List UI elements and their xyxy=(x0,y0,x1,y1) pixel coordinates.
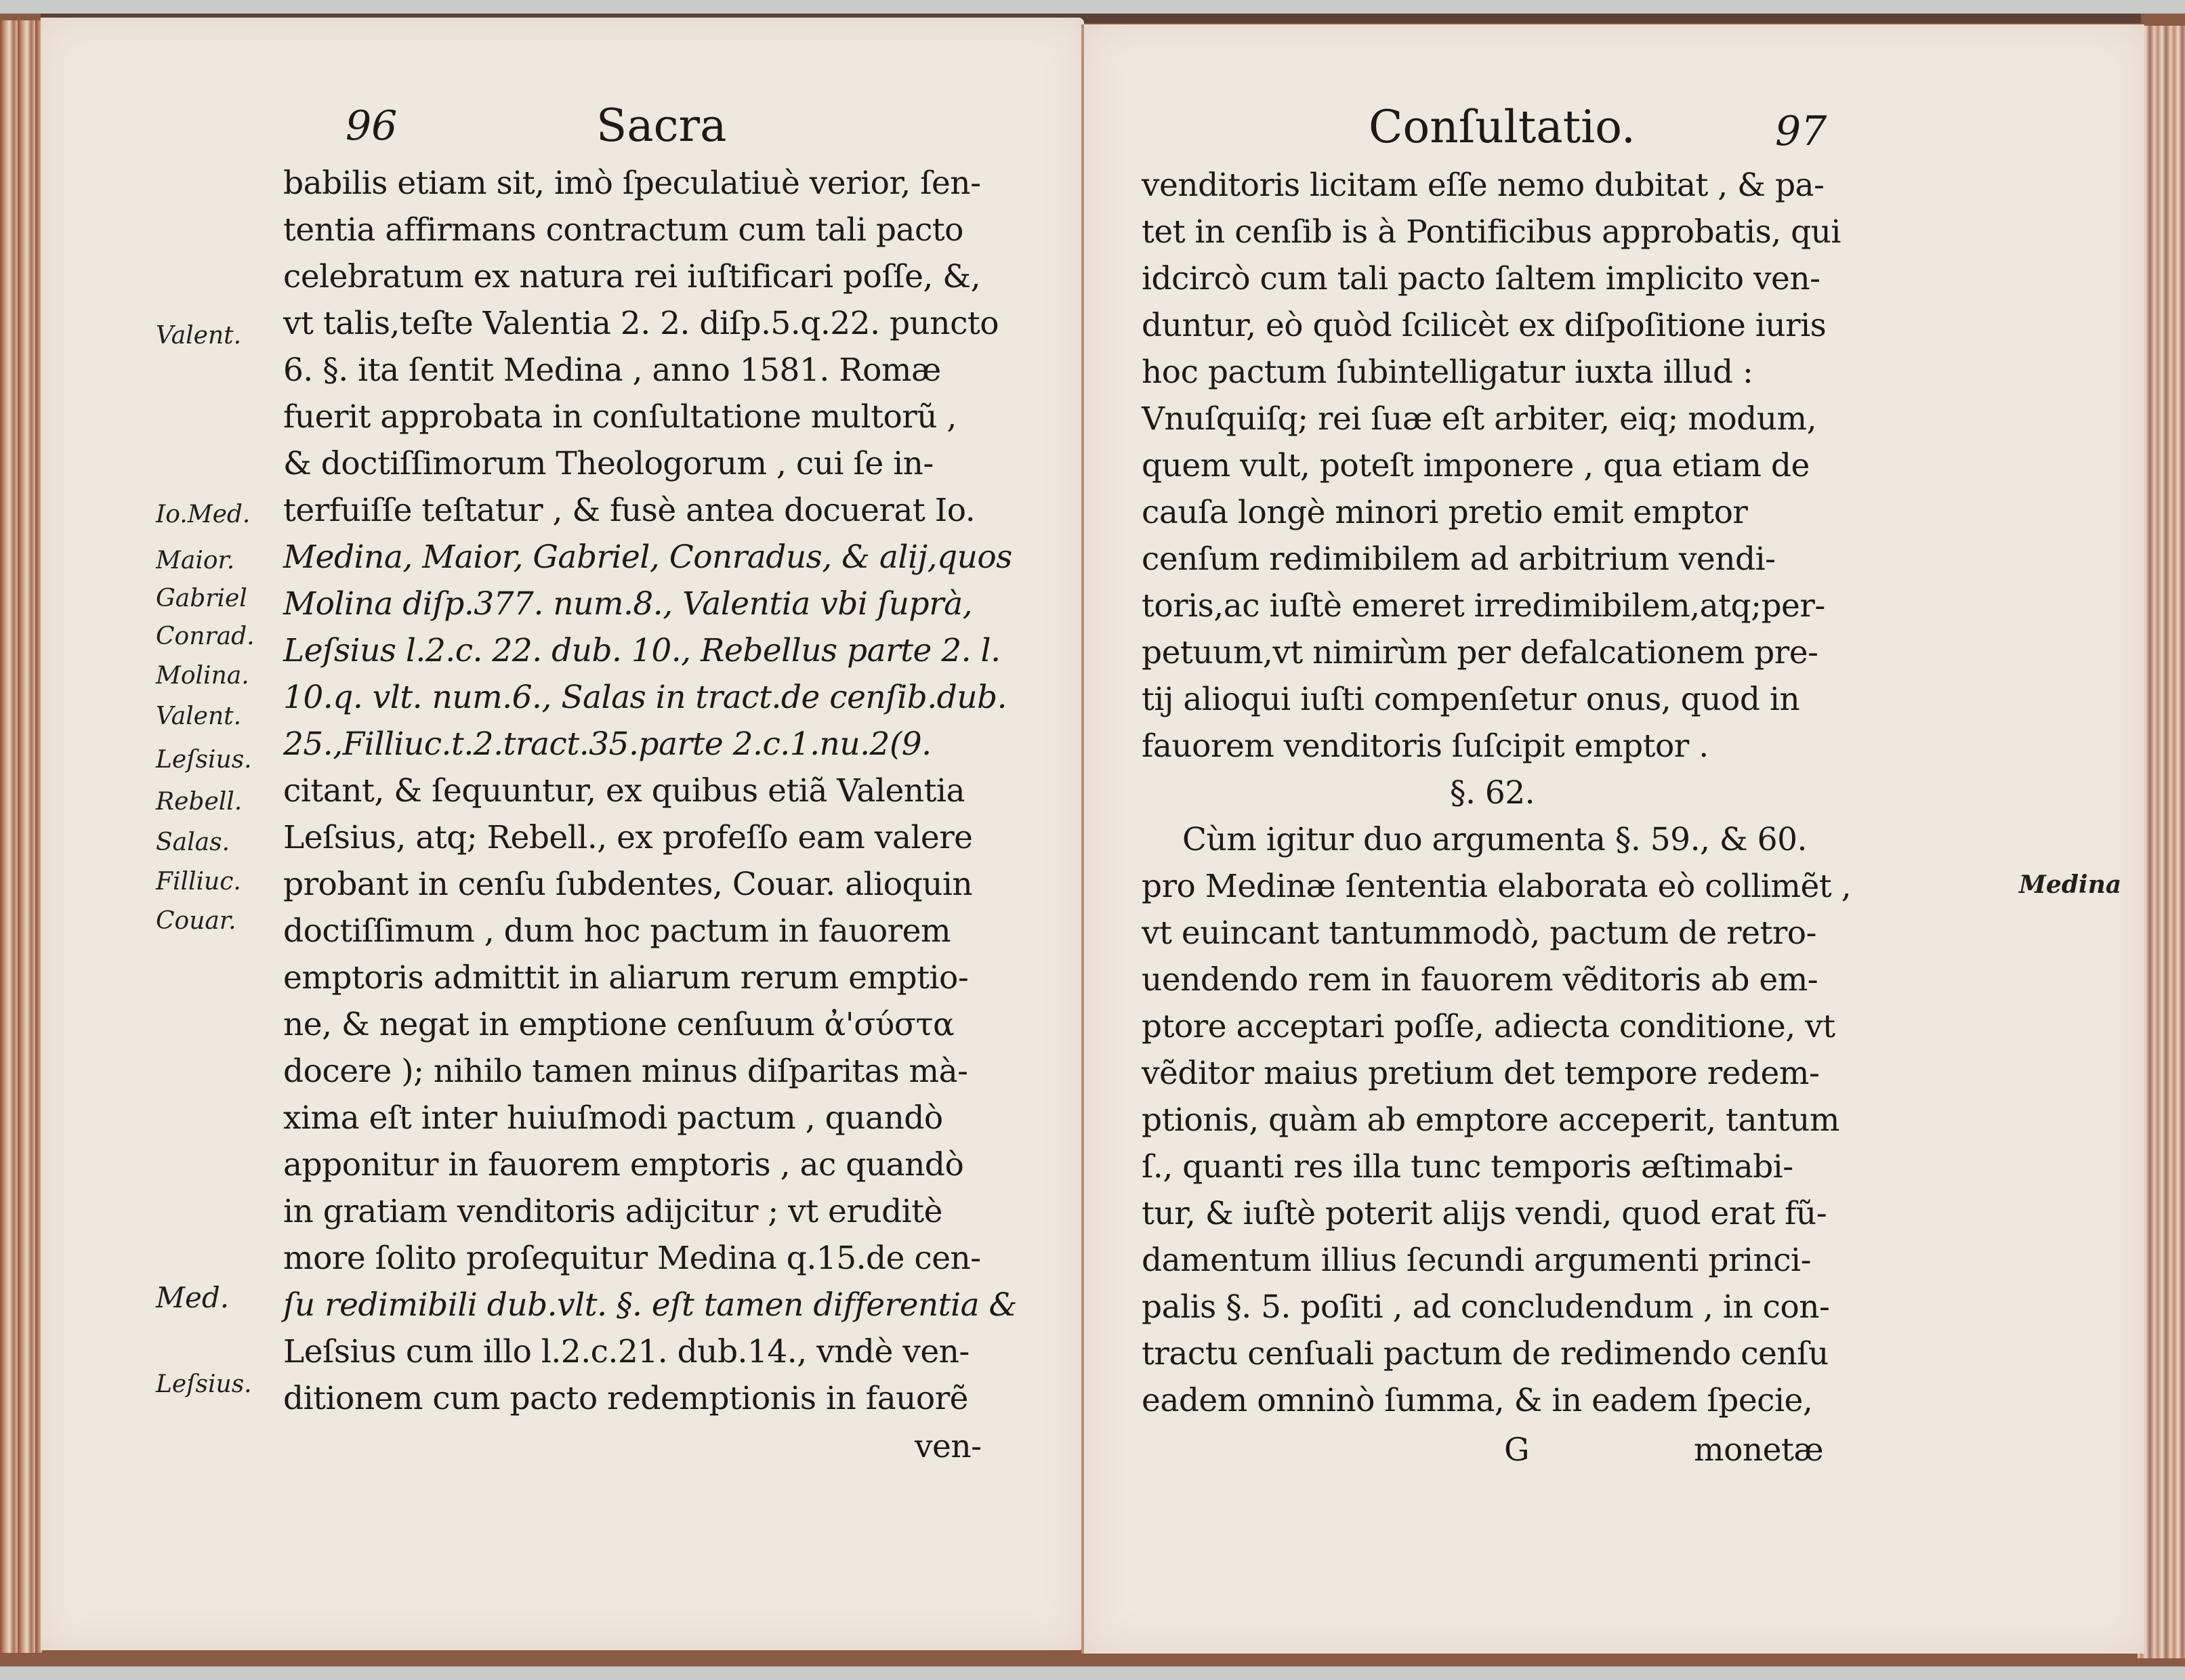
text-line: Cùm igitur duo argumenta §. 59., & 60. xyxy=(1182,821,1807,858)
section-heading: §. 62. xyxy=(1450,774,1535,812)
text-line: tentia affirmans contractum cum tali pacto xyxy=(283,211,963,249)
margin-note: Leſsius. xyxy=(156,1370,252,1398)
text-line: more ſolito proſequitur Medina q.15.de cen- xyxy=(283,1240,981,1277)
margin-note: Valent. xyxy=(156,702,242,730)
text-line: 6. §. ita ſentit Medina , anno 1581. Romæ xyxy=(283,352,941,389)
text-line: probant in cenſu ſubdentes, Couar. alioquin xyxy=(283,866,973,903)
text-line: xima eſt inter huiuſmodi pactum , quandò xyxy=(283,1099,943,1137)
running-head-right: Conſultatio. xyxy=(1369,101,1636,153)
margin-note: Rebell. xyxy=(156,788,243,816)
text-line: fuerit approbata in conſultatione multorũ , xyxy=(283,398,957,436)
text-line: in gratiam venditoris adijcitur ; vt eruditè xyxy=(283,1193,942,1230)
left-page xyxy=(41,18,1084,1650)
text-line: pro Medinæ ſententia elaborata eò collimẽt , xyxy=(1142,868,1852,905)
text-line: Vnuſquiſq; rei ſuæ eſt arbiter, eiq; modum, xyxy=(1142,400,1817,438)
text-line: hoc pactum ſubintelligatur iuxta illud : xyxy=(1142,354,1753,391)
right-page xyxy=(1084,24,2144,1654)
text-line: uendendo rem in fauorem vẽditoris ab em- xyxy=(1142,961,1818,999)
margin-note: Maior. xyxy=(156,547,235,574)
margin-note: Gabriel xyxy=(156,585,247,612)
text-line: fauorem venditoris ſuſcipit emptor . xyxy=(1142,728,1709,765)
text-line: ſu redimibili dub.vlt. §. eſt tamen differentia & xyxy=(283,1286,1017,1324)
margin-note: Conrad. xyxy=(156,623,255,650)
margin-note: Medina xyxy=(2019,870,2122,899)
text-line: tet in cenſib is à Pontificibus approbatis, qui xyxy=(1142,213,1841,251)
text-line: & doctiſſimorum Theologorum , cui ſe in- xyxy=(283,445,934,482)
text-line: Leſsius l.2.c. 22. dub. 10., Rebellus parte 2. l. xyxy=(283,632,1001,669)
text-line: toris,ac iuſtè emeret irredimibilem,atq;per- xyxy=(1142,587,1825,625)
text-line: vt euincant tantummodò, pactum de retro- xyxy=(1142,915,1816,952)
text-line: tur, & iuſtè poterit alijs vendi, quod erat fũ- xyxy=(1142,1195,1827,1232)
margin-note: Valent. xyxy=(156,322,242,350)
text-line: idcircò cum tali pacto ſaltem implicito ven- xyxy=(1142,260,1820,297)
page-number-left: 96 xyxy=(346,102,398,150)
signature-mark: G xyxy=(1504,1431,1530,1469)
text-line: cenſum redimibilem ad arbitrium vendi- xyxy=(1142,541,1776,578)
text-line: ptore acceptari poſſe, adiecta conditione, vt xyxy=(1142,1008,1835,1045)
text-line: doctiſſimum , dum hoc pactum in fauorem xyxy=(283,912,951,950)
margin-note: Salas. xyxy=(156,828,230,856)
text-line: Molina diſp.377. num.8., Valentia vbi ſuprà, xyxy=(283,585,973,623)
text-line: venditoris licitam eſſe nemo dubitat , & pa- xyxy=(1142,167,1825,204)
text-line: docere ); nihilo tamen minus diſparitas mà- xyxy=(283,1053,968,1090)
text-line: vẽditor maius pretium det tempore redem- xyxy=(1142,1055,1820,1092)
text-line: tractu cenſuali pactum de redimendo cenſu xyxy=(1142,1335,1829,1372)
catchword-left: ven- xyxy=(915,1428,982,1465)
text-line: quem vult, poteſt imponere , qua etiam de xyxy=(1142,447,1810,484)
text-line: eadem omninò ſumma, & in eadem ſpecie, xyxy=(1142,1382,1813,1419)
margin-note: Io.Med. xyxy=(156,501,251,528)
right-page-edges xyxy=(2138,26,2185,1658)
text-line: ne, & negat in emptione cenſuum ἀ'σύστα xyxy=(283,1006,955,1043)
text-line: apponitur in fauorem emptoris , ac quandò xyxy=(283,1146,964,1183)
page-number-right: 97 xyxy=(1775,108,1827,155)
text-line: emptoris admittit in aliarum rerum emptio- xyxy=(283,959,969,996)
text-line: terfuiſſe teſtatur , & fusè antea docuerat Io. xyxy=(283,492,976,529)
text-line: petuum,vt nimirùm per defalcationem pre- xyxy=(1142,634,1818,671)
text-line: cauſa longè minori pretio emit emptor xyxy=(1142,494,1748,531)
catchword-right: monetæ xyxy=(1694,1431,1824,1469)
text-line: celebratum ex natura rei iuſtificari poſſe, &, xyxy=(283,258,981,295)
running-head-left: Sacra xyxy=(596,100,727,152)
text-line: ſ., quanti res illa tunc temporis æſtimabi- xyxy=(1142,1148,1793,1185)
margin-note: Couar. xyxy=(156,907,236,935)
text-line: tij alioqui iuſti compenſetur onus, quod in xyxy=(1142,681,1800,718)
text-line: babilis etiam sit, imò ſpeculatiuè verior, ſen- xyxy=(283,165,981,202)
text-line: Medina, Maior, Gabriel, Conradus, & alij,quos xyxy=(283,539,1012,576)
text-line: vt talis,teſte Valentia 2. 2. diſp.5.q.22. puncto xyxy=(283,305,999,342)
margin-note: Leſsius. xyxy=(156,746,252,774)
text-line: Leſsius cum illo l.2.c.21. dub.14., vndè ven- xyxy=(283,1333,970,1370)
margin-note: Filliuc. xyxy=(156,868,241,896)
margin-note: Med. xyxy=(156,1281,230,1314)
text-line: Leſsius, atq; Rebell., ex profeſſo eam valere xyxy=(283,819,973,856)
left-page-edges xyxy=(0,20,42,1653)
margin-note: Molina. xyxy=(156,662,249,690)
text-line: ditionem cum pacto redemptionis in fauorẽ xyxy=(283,1380,968,1417)
text-line: palis §. 5. poſiti , ad concludendum , in con- xyxy=(1142,1288,1830,1326)
text-line: 10.q. vlt. num.6., Salas in tract.de cenſib.dub. xyxy=(283,679,1007,716)
text-line: ptionis, quàm ab emptore acceperit, tantum xyxy=(1142,1101,1839,1139)
text-line: 25.,Filliuc.t.2.tract.35.parte 2.c.1.nu.2(9. xyxy=(283,726,932,763)
text-line: duntur, eò quòd ſcilicèt ex diſpoſitione iuris xyxy=(1142,307,1827,344)
text-line: citant, & ſequuntur, ex quibus etiã Valentia xyxy=(283,772,965,810)
text-line: damentum illius ſecundi argumenti princi- xyxy=(1142,1242,1811,1279)
